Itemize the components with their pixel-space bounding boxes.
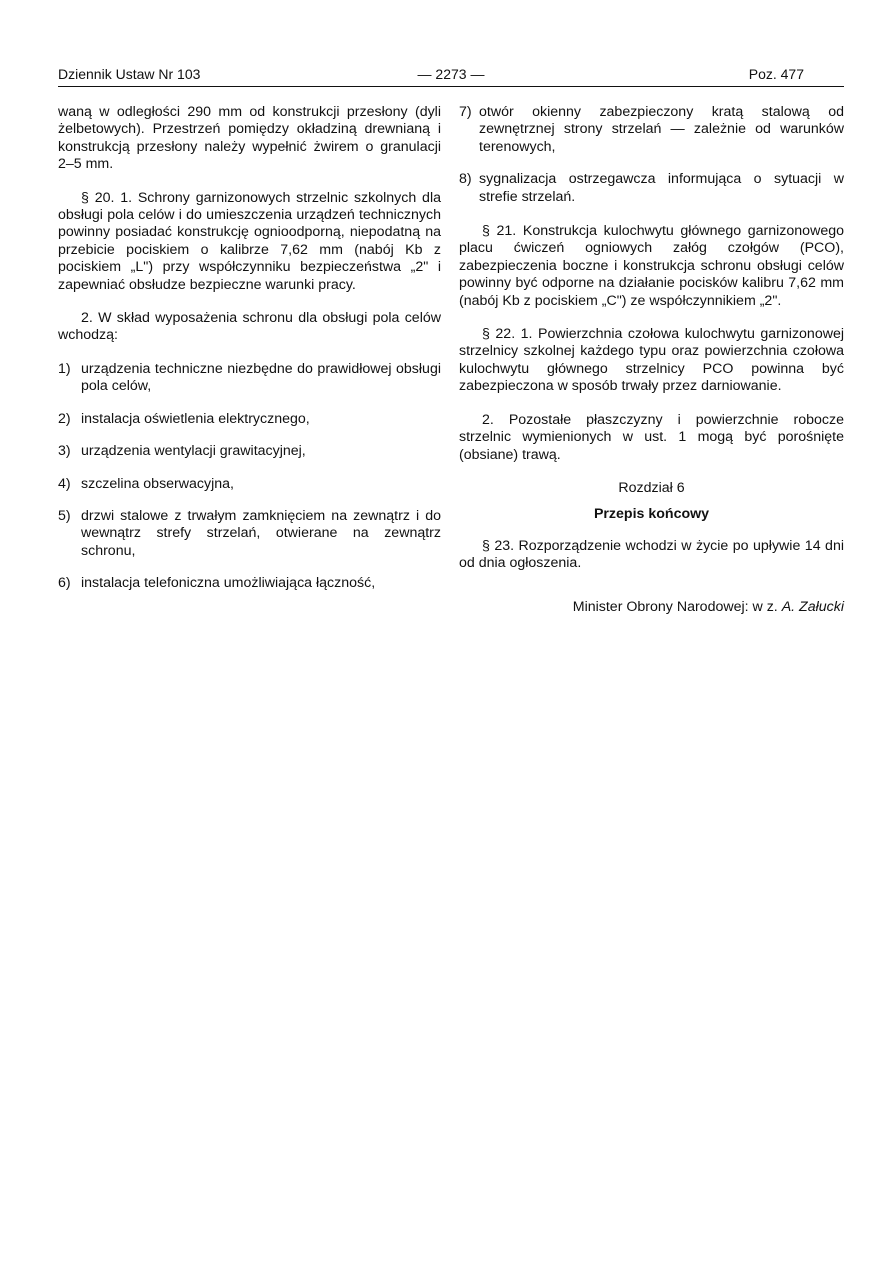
page-number: — 2273 — [417, 66, 485, 82]
paragraph-20-2: 2. W skład wyposażenia schronu dla obsługi pola celów wchodzą: [58, 310, 441, 344]
list-item-number: 6) [58, 575, 71, 592]
right-column [459, 104, 844, 616]
list-item-number: 7) [459, 104, 472, 120]
list-item-text: instalacja oświetlenia elektrycznego, [81, 410, 310, 427]
continuation-paragraph: waną w odległości 290 mm od konstrukcji przesłony (dyli żelbetowych). Przestrzeń pomiędzy okładziną drewnianą i konstrukcją przesłony należy wypełnić żwirem o granulacji 2–5 mm. [58, 104, 441, 173]
journal-title: Dziennik Ustaw Nr 103 [58, 66, 201, 82]
list-item-text: instalacja telefoniczna umożliwiająca łączność, [81, 575, 376, 592]
list-item-number: 5) [58, 507, 71, 524]
list-item-text: urządzenia wentylacji grawitacyjnej, [81, 443, 306, 460]
chapter-number: Rozdział 6 [618, 479, 685, 496]
signature-name: A. Załucki [781, 598, 844, 615]
list-item [58, 508, 441, 560]
list-item-text: drzwi stalowe z trwałym zamknięciem na zewnątrz i do wewnątrz strefy strzelań, otwierane na zewnątrz schronu, [81, 507, 441, 559]
position-number: Poz. 477 [748, 66, 804, 82]
list-item-number: 4) [58, 475, 71, 492]
list-item-number: 2) [58, 410, 71, 427]
list-item [58, 443, 441, 460]
list-item [459, 171, 844, 206]
list-item-text: otwór okienny zabezpieczony kratą stalową od zewnętrznej strony strzelań — zależnie od warunków terenowych, [479, 104, 844, 155]
list-item-number: 1) [58, 360, 71, 377]
paragraph-23: § 23. Rozporządzenie wchodzi w życie po upływie 14 dni od dnia ogłoszenia. [459, 537, 844, 572]
signature-role: Minister Obrony Narodowej: w z. [572, 598, 778, 615]
list-item [58, 575, 441, 592]
list-item [58, 361, 441, 396]
list-item [459, 104, 844, 156]
list-item-number: 3) [58, 443, 71, 460]
chapter-title: Przepis końcowy [593, 506, 710, 523]
list-item-text: urządzenia techniczne niezbędne do prawidłowej obsługi pola celów, [81, 360, 441, 395]
list-item-text: sygnalizacja ostrzegawcza informująca o sytuacji w strefie strzelań. [479, 171, 844, 205]
paragraph-22-2: 2. Pozostałe płaszczyzny i powierzchnie robocze strzelnic wymienionych w ust. 1 mogą być porośnięte (obsiane) trawą. [459, 411, 844, 463]
list-item-number: 8) [459, 171, 472, 188]
signature [459, 599, 844, 616]
paragraph-22-1: § 22. 1. Powierzchnia czołowa kulochwytu garnizonowej strzelnicy szkolnej każdego typu oraz powierzchnia czołowa kulochwytu głównego strzelnicy PCO powinna być zabezpieczona w sposób trwały przez darniowanie. [459, 326, 844, 395]
left-column [58, 104, 441, 608]
list-item-text: szczelina obserwacyjna, [81, 475, 234, 492]
page-header [58, 64, 844, 87]
list-item [58, 411, 441, 428]
paragraph-21: § 21. Konstrukcja kulochwytu głównego garnizonowego placu ćwiczeń ogniowych załóg czołgów (PCO), zabezpieczenia boczne i konstrukcja schronu obsługi celów powinny być odporne na działanie pocisków kalibru 7,62 mm (nabój Kb z pociskiem „C") ze współczynnikiem „2". [459, 223, 844, 309]
list-item [58, 476, 441, 493]
paragraph-20-1: § 20. 1. Schrony garnizonowych strzelnic szkolnych dla obsługi pola celów i do umieszczenia urządzeń technicznych powinny posiadać konstrukcję ognioodporną, niepodatną na przebicie pociskiem o kalibrze 7,62 mm (nabój Kb z pociskiem „L") przy współczynniku bezpieczeństwa „2" i zapewniać obsłudze bezpieczne warunki pracy. [58, 189, 441, 293]
